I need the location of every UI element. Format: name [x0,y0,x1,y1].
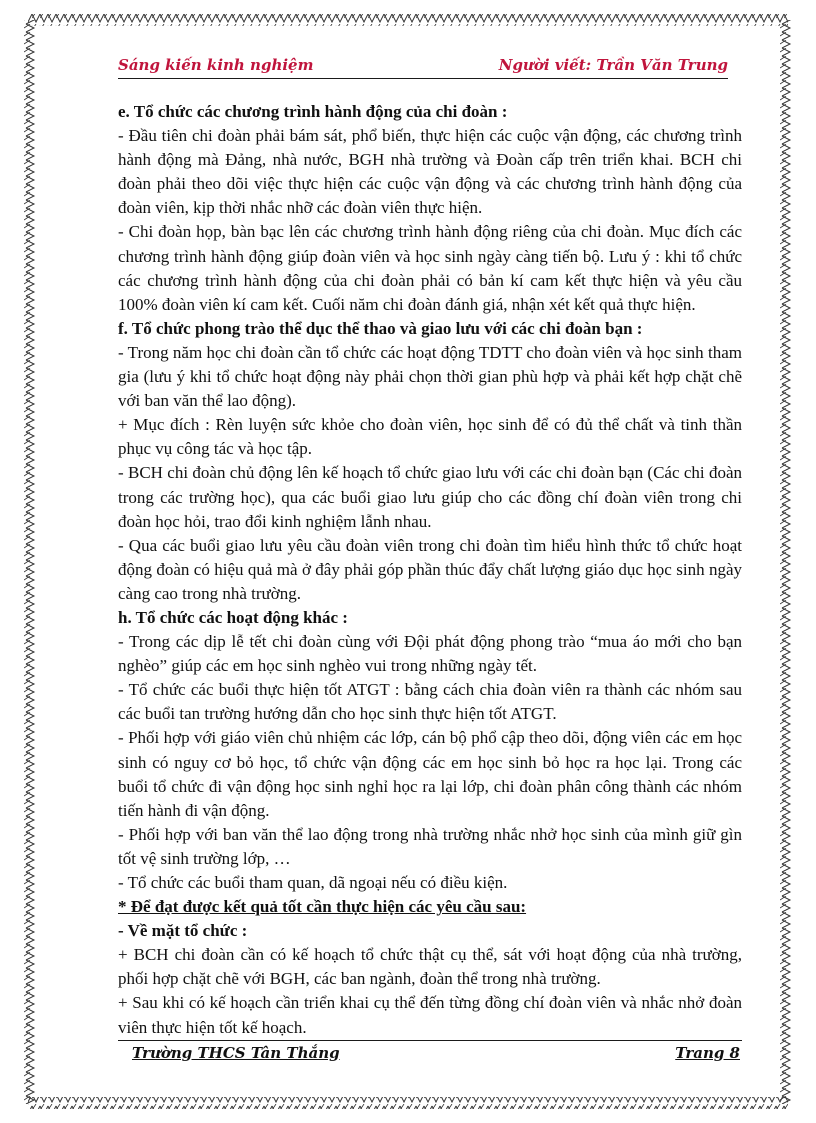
paragraph: - Chi đoàn họp, bàn bạc lên các chương trình hành động riêng của chi đoàn. Mục đích các chương trình hành động giúp đoàn viên và học sinh ngày càng tiến bộ. Lưu ý : khi tổ chức các chương trình hành động của chi đoàn phải có bản kí cam kết thực hiện và yêu cầu 100% đoàn viên kí cam kết. Cuối năm chi đoàn đánh giá, nhận xét kết quả thực hiện. [118,222,742,314]
paragraph: - Trong năm học chi đoàn cần tổ chức các hoạt động TDTT cho đoàn viên và học sinh tham gia (lưu ý khi tổ chức hoạt động này phải chọn thời gian phù hợp và phải kết hợp chặt chẽ với ban văn thể lao động). [118,342,742,411]
paragraph: + Mục đích : Rèn luyện sức khỏe cho đoàn viên, học sinh để có đủ thể chất và tinh thần phục vụ công tác và học tập. [118,415,742,459]
paragraph: - BCH chi đoàn chủ động lên kế hoạch tổ chức giao lưu với các chi đoàn bạn (Các chi đoàn trong các trường học), qua các buổi giao lưu giúp cho các đồng chí đoàn viên trong chi đoàn học hỏi, trao đổi kinh nghiệm lẫnh nhau. [118,463,742,531]
paragraph: + Sau khi có kế hoạch cần triển khai cụ thể đến từng đồng chí đoàn viên và nhắc nhở đoàn viên thực hiện tốt kế hoạch. [118,993,742,1037]
page-header [118,52,728,82]
paragraph: - Qua các buổi giao lưu yêu cầu đoàn viên trong chi đoàn tìm hiểu hình thức tổ chức hoạt động đoàn có hiệu quả mà ở đây phải góp phần thúc đẩy chất lượng giáo dục học sinh ngày càng cao trong nhà trường. [118,535,742,603]
paragraph: - Tổ chức các buổi thực hiện tốt ATGT : bằng cách chia đoàn viên ra thành các nhóm sau các buổi tan trường hướng dẫn cho học sinh thực hiện tốt ATGT. [118,680,742,724]
footer-rule [118,1040,742,1041]
page-footer [118,1040,742,1070]
section-heading-h: h. Tổ chức các hoạt động khác : [118,607,348,627]
header-title: Sáng kiến kinh nghiệm [118,56,314,74]
paragraph: - Phối hợp với ban văn thể lao động trong nhà trường nhắc nhở học sinh của mình giữ gìn tốt vệ sinh trường lớp, … [118,824,742,868]
paragraph: - Trong các dịp lễ tết chi đoàn cùng với Đội phát động phong trào “mua áo mới cho bạn nghèo” giúp các em học sinh nghèo vui trong những ngày tết. [118,632,742,676]
paragraph: - Đầu tiên chi đoàn phải bám sát, phổ biến, thực hiện các cuộc vận động, các chương trình hành động mà Đảng, nhà nước, BGH nhà trường và Đoàn cấp trên triển khai. BCH chi đoàn phải theo dõi việc thực hiện các cuộc vận động và các chương trình hành động của đoàn viên, kịp thời nhắc nhỡ các đoàn viên thực hiện. [118,126,742,218]
section-heading-e: e. Tổ chức các chương trình hành động của chi đoàn : [118,102,508,121]
section-heading-f: f. Tổ chức phong trào thể dục thể thao và giao lưu với các chi đoàn bạn : [118,318,643,338]
header-rule [118,78,728,79]
document-body [118,100,742,1040]
footer-school: Trường THCS Tân Thắng [132,1044,340,1062]
requirements-heading: * Để đạt được kết quả tốt cần thực hiện các yêu cầu sau: [118,897,527,917]
subheading-organization: - Về mặt tổ chức : [118,921,248,941]
page-number: Trang 8 [675,1044,740,1062]
paragraph: - Tổ chức các buổi tham quan, dã ngoại nếu có điều kiện. [118,873,508,892]
header-author: Người viết: Trần Văn Trung [498,56,728,74]
paragraph: + BCH chi đoàn cần có kế hoạch tổ chức thật cụ thể, sát với hoạt động của nhà trường, phối hợp chặt chẽ với BGH, các ban ngành, đoàn thể trong nhà trường. [118,945,742,989]
paragraph: - Phối hợp với giáo viên chủ nhiệm các lớp, cán bộ phổ cập theo dõi, động viên các em học sinh có nguy cơ bỏ học, tổ chức vận động các em học sinh bỏ học ra học lại. Trong các buổi tổ chức đi vận động học sinh nghỉ học ra lại lớp, chi đoàn phân công thành các nhóm tiến hành đi vận động. [118,728,742,820]
